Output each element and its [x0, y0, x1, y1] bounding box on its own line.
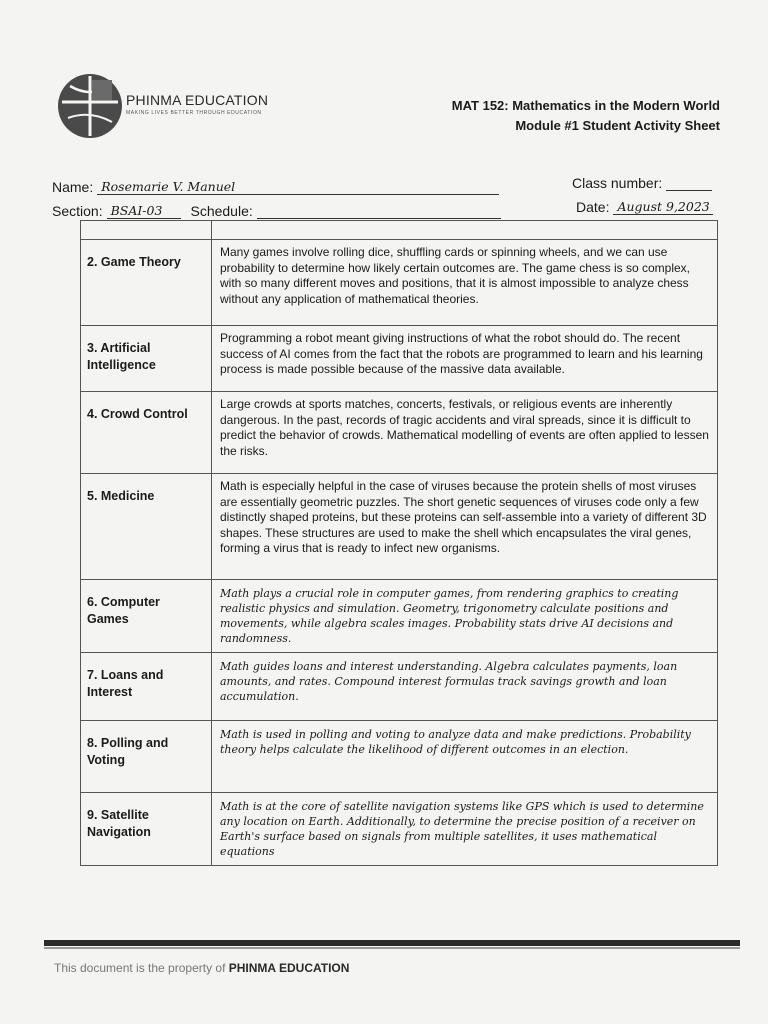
row-text: Math is at the core of satellite navigation systems like GPS which is used to determine any location on Earth. Additionally, to determine the precise position of a receiver on Earth's surface based on signals from multiple satellites, it uses mathematical equations: [212, 793, 718, 866]
table-header-row: [81, 221, 718, 240]
brand-name: PHINMA EDUCATION: [126, 92, 269, 108]
applications-table: [80, 220, 718, 866]
name-value: Rosemarie V. Manuel: [101, 179, 236, 194]
date-field: [576, 198, 713, 215]
table-row: [81, 240, 718, 326]
row-topic: 6. Computer Games: [81, 580, 212, 653]
schedule-line: [257, 202, 501, 219]
footer-divider-shadow: [44, 947, 740, 949]
name-field: [52, 178, 499, 195]
course-heading: [452, 96, 720, 136]
course-title: MAT 152: Mathematics in the Modern World: [451, 98, 720, 113]
table-row: [81, 474, 718, 580]
date-value: August 9,2023: [617, 199, 710, 214]
table-row: [81, 326, 718, 392]
row-text: Many games involve rolling dice, shuffling cards or spinning wheels, and we can use probability to determine how likely certain outcomes are. The game chess is so complex, with so many different moves and positions, that it is almost impossible to analyze chess without any application of mathematical theories.: [212, 240, 718, 326]
schedule-label: Schedule:: [190, 203, 253, 219]
brand-tagline: MAKING LIVES BETTER THROUGH EDUCATION: [126, 110, 262, 116]
row-text: Programming a robot meant giving instructions of what the robot should do. The recent success of AI comes from the fact that the robots are programmed to learn and his learning process is made possible because of the massive data available.: [212, 326, 718, 392]
table-row: [81, 653, 718, 721]
table-row: [81, 793, 718, 866]
section-label: Section:: [52, 203, 103, 219]
class-number-line: [666, 174, 712, 191]
section-field: [52, 202, 501, 219]
class-number-label: Class number:: [572, 175, 663, 191]
footer-prefix: This document is the property of: [54, 961, 226, 975]
date-line: [613, 198, 713, 215]
class-number-field: [572, 174, 712, 191]
row-topic: 2. Game Theory: [81, 240, 212, 326]
table-row: [81, 392, 718, 474]
brand-block: [126, 92, 268, 116]
table-row: [81, 580, 718, 653]
footer-owner: PHINMA EDUCATION: [228, 961, 350, 975]
footer-divider: [44, 940, 740, 946]
section-line: [107, 202, 181, 219]
row-text: Math guides loans and interest understanding. Algebra calculates payments, loan amounts, and rates. Compound interest formulas track savings growth and loan accumulation.: [212, 653, 718, 721]
row-topic: 4. Crowd Control: [81, 392, 212, 474]
row-text: Math is especially helpful in the case of viruses because the protein shells of most viruses are essentially geometric puzzles. The short genetic sequences of viruses code only a few distinctly shaped proteins, but these proteins can self-assemble into a variety of different 3D shapes. These structures are used to make the shell which encapsulates the viral genes, forming a virus that is ready to infect new organisms.: [212, 474, 718, 580]
section-value: BSAI-03: [110, 203, 163, 218]
row-topic: 8. Polling and Voting: [81, 721, 212, 793]
sheet-title: Module #1 Student Activity Sheet: [515, 118, 720, 133]
row-text: Large crowds at sports matches, concerts, festivals, or religious events are inherently dangerous. In the past, records of tragic accidents and viral spreads, since it is difficult to predict the behavior of crowds. Mathematical modelling of events are often applied to lessen the risks.: [212, 392, 718, 474]
row-topic: 9. Satellite Navigation: [81, 793, 212, 866]
name-line: [97, 178, 499, 195]
row-topic: 7. Loans and Interest: [81, 653, 212, 721]
row-text: Math is used in polling and voting to analyze data and make predictions. Probability theory helps calculate the likelihood of different outcomes in an election.: [212, 721, 718, 793]
footer-note: [54, 961, 349, 975]
table-row: [81, 721, 718, 793]
row-topic: 3. Artificial Intelligence: [81, 326, 212, 392]
date-label: Date:: [576, 199, 610, 215]
name-label: Name:: [52, 179, 94, 195]
row-topic: 5. Medicine: [81, 474, 212, 580]
phinma-logo-icon: [56, 72, 124, 140]
row-text: Math plays a crucial role in computer games, from rendering graphics to creating realistic physics and simulation. Geometry, trigonometry calculate positions and movements, while algebra scales images. Probability stats drive AI decisions and randomness.: [212, 580, 718, 653]
